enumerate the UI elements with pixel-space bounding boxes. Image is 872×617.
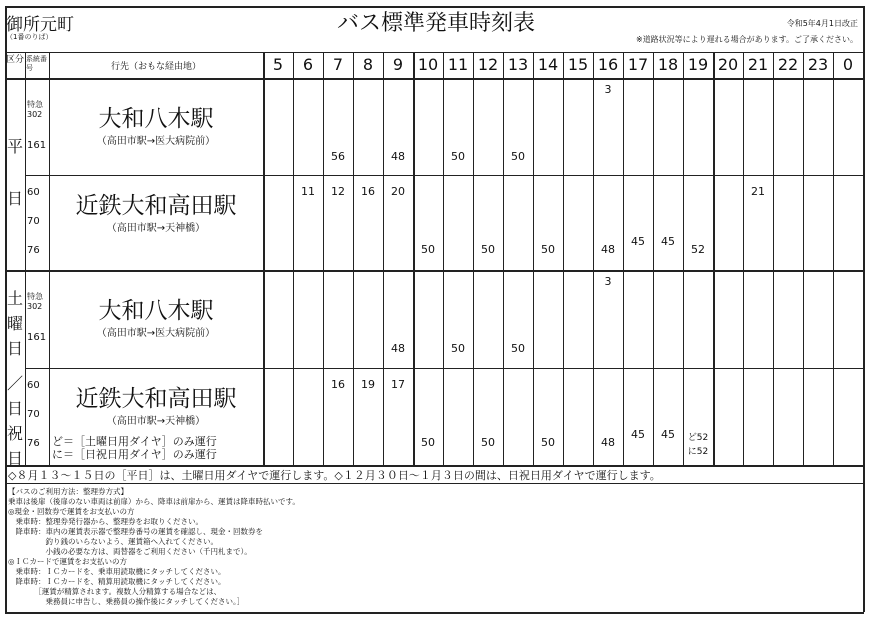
departure-time: 50 <box>481 243 495 256</box>
kubun-char: 祝 <box>6 424 23 443</box>
departure-time: 45 <box>661 428 675 441</box>
hour-header-5: 5 <box>272 55 284 74</box>
departure-time: 45 <box>661 235 675 248</box>
departure-time: 48 <box>391 150 405 163</box>
service-legend: ど＝［土曜日用ダイヤ］のみ運行 <box>52 435 217 448</box>
grid-line <box>353 52 354 465</box>
hour-header-20: 20 <box>717 55 739 74</box>
departure-time: 19 <box>361 378 375 391</box>
departure-time: 56 <box>331 150 345 163</box>
grid-line <box>383 52 384 465</box>
instruction-line: 乗務員に申告し、乗務員の操作後にタッチしてください。］ <box>8 597 245 606</box>
departure-time: 50 <box>451 150 465 163</box>
stop-name: 御所元町 <box>6 15 74 35</box>
instruction-line: 降車時：ＩＣカードを、精算用読取機にタッチしてください。 <box>8 577 226 586</box>
route-number: 特急302 <box>27 100 43 119</box>
route-number: 70 <box>27 409 40 420</box>
route-number: 161 <box>27 332 47 343</box>
departure-time: 50 <box>541 243 555 256</box>
departure-time: 16 <box>331 378 345 391</box>
keitou-header: 系統番号 <box>26 55 47 72</box>
hour-header-11: 11 <box>447 55 469 74</box>
instruction-line: ◎ＩＣカードで運賃をお支払いの方 <box>8 557 128 566</box>
kubun-char: 日 <box>6 399 23 418</box>
hour-header-17: 17 <box>627 55 649 74</box>
destination-name: 近鉄大和高田駅 <box>75 193 237 219</box>
instruction-line: 釣り銭のいらないよう、運賃箱へ入れてください。 <box>8 537 218 546</box>
hour-header-7: 7 <box>332 55 344 74</box>
departure-time: ど52 <box>687 433 709 443</box>
grid-line <box>5 52 864 53</box>
grid-line <box>5 6 864 8</box>
hour-header-16: 16 <box>597 55 619 74</box>
grid-line <box>5 78 864 80</box>
hour-header-14: 14 <box>537 55 559 74</box>
grid-line <box>833 52 834 465</box>
hour-header-8: 8 <box>362 55 374 74</box>
grid-line <box>25 368 864 369</box>
kubun-char: 日 <box>6 449 23 468</box>
destination-via: （高田市駅→天神橋） <box>106 416 206 427</box>
stop-subtitle: （1番のりば） <box>6 33 53 41</box>
grid-line <box>773 52 774 465</box>
hour-header-21: 21 <box>747 55 769 74</box>
destination-name: 近鉄大和高田駅 <box>75 386 237 412</box>
departure-time: 48 <box>391 342 405 355</box>
grid-line <box>5 270 864 272</box>
departure-time: 45 <box>631 235 645 248</box>
route-number: 161 <box>27 140 47 151</box>
departure-time: 52 <box>691 243 705 256</box>
hour-header-0: 0 <box>842 55 854 74</box>
route-number: 76 <box>27 438 40 449</box>
revision-date: 令和5年4月1日改正 <box>786 19 858 28</box>
grid-line <box>683 52 684 465</box>
grid-line <box>623 52 624 465</box>
grid-line <box>593 52 594 465</box>
kubun-char: 日 <box>6 189 23 208</box>
departure-time: 50 <box>511 342 525 355</box>
kubun-char: 曜 <box>6 314 23 333</box>
destination-via: （高田市駅→医大病院前） <box>96 328 216 339</box>
departure-time: 12 <box>331 185 345 198</box>
grid-line <box>503 52 504 465</box>
instruction-line: 乗車時：整理券発行器から、整理券をお取りください。 <box>8 517 203 526</box>
instruction-line: 乗車は後扉（後扉のない車両は前扉）から、降車は前扉から、運賃は降車時払いです。 <box>8 497 300 506</box>
grid-line <box>263 52 265 465</box>
kubun-char: 平 <box>6 137 23 156</box>
departure-time: 48 <box>601 436 615 449</box>
departure-time: 3 <box>604 275 612 288</box>
departure-time: 3 <box>604 83 612 96</box>
grid-line <box>5 483 864 484</box>
service-legend: に＝［日祝日用ダイヤ］のみ運行 <box>52 448 217 461</box>
hour-header-10: 10 <box>417 55 439 74</box>
grid-line <box>413 52 415 465</box>
grid-line <box>533 52 534 465</box>
grid-line <box>563 52 564 465</box>
grid-line <box>803 52 804 465</box>
destination-via: （高田市駅→天神橋） <box>106 223 206 234</box>
grid-line <box>863 52 864 465</box>
grid-line <box>443 52 444 465</box>
holiday-notice: ◇８月１３～１５日の［平日］は、土曜日用ダイヤで運行します。◇１２月３０日～１月３日の間は、日祝日用ダイヤで運行します。 <box>8 469 661 482</box>
hour-header-19: 19 <box>687 55 709 74</box>
hour-header-23: 23 <box>807 55 829 74</box>
instruction-line: 小銭の必要な方は、両替器をご利用ください（千円札まで）。 <box>8 547 252 556</box>
kubun-header: 区分 <box>6 55 25 65</box>
departure-time: 11 <box>301 185 315 198</box>
departure-time: 21 <box>751 185 765 198</box>
grid-line <box>293 52 294 465</box>
dest-header: 行先（おもな経由地） <box>110 62 201 72</box>
instruction-line: 乗車時：ＩＣカードを、乗車用読取機にタッチしてください。 <box>8 567 226 576</box>
departure-time: 20 <box>391 185 405 198</box>
kubun-char: 日 <box>6 339 23 358</box>
hour-header-9: 9 <box>392 55 404 74</box>
departure-time: 50 <box>451 342 465 355</box>
hour-header-18: 18 <box>657 55 679 74</box>
grid-line <box>653 52 654 465</box>
grid-line <box>323 52 324 465</box>
instruction-line: 降車時：車内の運賃表示器で整理券番号の運賃を確認し、現金・回数券を <box>8 527 263 536</box>
hour-header-13: 13 <box>507 55 529 74</box>
departure-time: 50 <box>481 436 495 449</box>
grid-line <box>5 6 7 612</box>
departure-time: 50 <box>511 150 525 163</box>
kubun-char: 土 <box>6 289 23 308</box>
kubun-char: ／ <box>6 374 23 393</box>
departure-time: 50 <box>421 243 435 256</box>
grid-line <box>5 612 864 614</box>
grid-line <box>473 52 474 465</box>
departure-time: 48 <box>601 243 615 256</box>
grid-line <box>713 52 715 465</box>
destination-name: 大和八木駅 <box>98 106 214 132</box>
destination-name: 大和八木駅 <box>98 298 214 324</box>
instruction-line: ［運賃が精算されます。複数人分精算する場合などは、 <box>8 587 222 596</box>
instruction-line: ◎現金・回数券で運賃をお支払いの方 <box>8 507 135 516</box>
destination-via: （高田市駅→医大病院前） <box>96 136 216 147</box>
route-number: 60 <box>27 380 40 391</box>
departure-time: に52 <box>687 447 709 457</box>
route-number: 60 <box>27 187 40 198</box>
hour-header-22: 22 <box>777 55 799 74</box>
departure-time: 50 <box>541 436 555 449</box>
page-title: バス標準発車時刻表 <box>336 11 535 36</box>
departure-time: 16 <box>361 185 375 198</box>
route-number: 76 <box>27 245 40 256</box>
route-number: 特急302 <box>27 292 43 311</box>
instruction-line: 【バスのご利用方法：整理券方式】 <box>8 487 128 496</box>
departure-time: 17 <box>391 378 405 391</box>
grid-line <box>5 465 864 467</box>
route-number: 70 <box>27 216 40 227</box>
hour-header-15: 15 <box>567 55 589 74</box>
grid-line <box>25 52 26 465</box>
hour-header-6: 6 <box>302 55 314 74</box>
grid-line <box>25 175 864 176</box>
hour-header-12: 12 <box>477 55 499 74</box>
departure-time: 45 <box>631 428 645 441</box>
departure-time: 50 <box>421 436 435 449</box>
grid-line <box>743 52 744 465</box>
header-note: ※道路状況等により遅れる場合があります。ご了承ください。 <box>635 35 858 44</box>
usage-instructions <box>8 487 300 607</box>
